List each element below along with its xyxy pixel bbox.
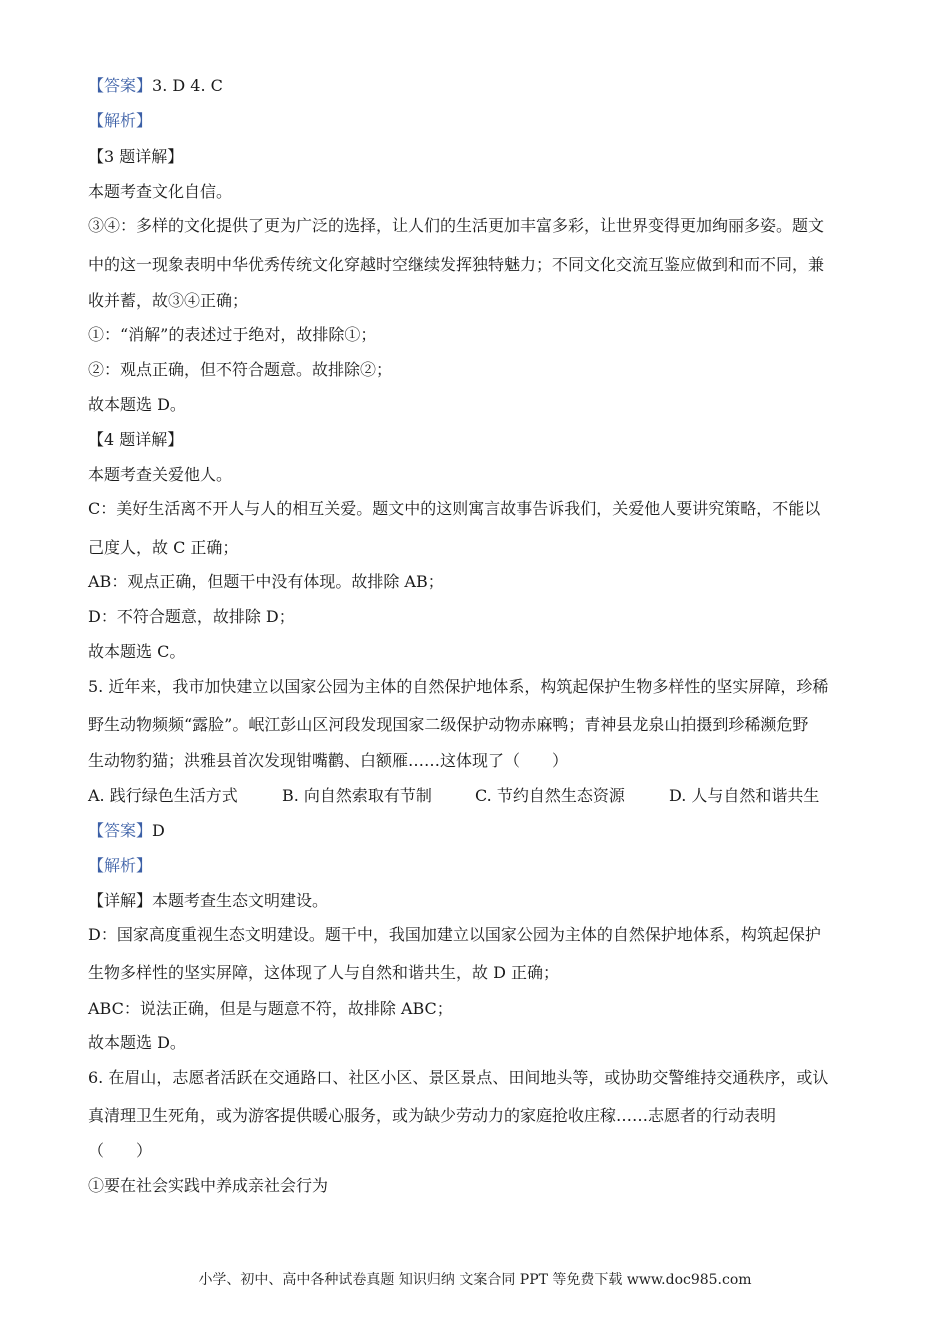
q6-stem-line: 6. 在眉山，志愿者活跃在交通路口、社区小区、景区景点、田间地头等，或协助交警维持交通秩序，或认: [88, 1068, 829, 1087]
q5-detail-line: D：国家高度重视生态文明建设。题干中，我国加建立以国家公园为主体的自然保护地体系，构筑起保护: [88, 925, 821, 944]
q6-item: ①要在社会实践中养成亲社会行为: [88, 1176, 329, 1195]
q5-stem-line: 野生动物频频“露脸”。岷江彭山区河段发现国家二级保护动物赤麻鸭；青神县龙泉山拍摄到珍稀濒危野: [88, 715, 809, 734]
q6-stem-line: 真清理卫生死角，或为游客提供暖心服务，或为缺少劳动力的家庭抢收庄稼……志愿者的行动表明: [88, 1106, 777, 1125]
q4-line: 己度人，故 C 正确；: [88, 538, 239, 557]
q4-detail-heading: 【4 题详解】: [88, 430, 184, 449]
q5-detail-line: ABC：说法正确，但是与题意不符，故排除 ABC；: [88, 999, 453, 1018]
q5-option-d: D. 人与自然和谐共生: [669, 786, 820, 805]
q3-line: ②：观点正确，但不符合题意。故排除②；: [88, 360, 393, 379]
q5-detail-line: [88, 891, 328, 911]
q5-option-b: B. 向自然索取有节制: [282, 786, 432, 805]
q4-line: AB：观点正确，但题干中没有体现。故排除 AB；: [88, 572, 444, 591]
q3-line: 收并蓄，故③④正确；: [88, 291, 249, 310]
q4-line: 故本题选 C。: [88, 642, 186, 661]
answer-line: [88, 76, 223, 96]
answer-text: D: [152, 821, 165, 840]
q4-line: D：不符合题意，故排除 D；: [88, 607, 295, 626]
q3-line: ③④：多样的文化提供了更为广泛的选择，让人们的生活更加丰富多彩，让世界变得更加绚丽多姿。题文: [88, 216, 825, 235]
q6-stem-line: （ ）: [88, 1141, 153, 1160]
q5-detail-text: 本题考查生态文明建设。: [152, 891, 329, 910]
footer: 小学、初中、高中各种试卷真题 知识归纳 文案合同 PPT 等免费下载 www.doc985.com: [198, 1272, 752, 1288]
answer-tag: 【答案】: [88, 76, 153, 95]
q3-line: 本题考查文化自信。: [88, 182, 233, 201]
q5-detail-line: 故本题选 D。: [88, 1033, 186, 1052]
q5-stem-line: 生动物豹猫；洪雅县首次发现钳嘴鹳、白额雁……这体现了（ ）: [88, 751, 569, 770]
q4-line: C：美好生活离不开人与人的相互关爱。题文中的这则寓言故事告诉我们，关爱他人要讲究策略，不能以: [88, 499, 821, 518]
analysis-tag: 【解析】: [88, 111, 153, 130]
q5-options: [88, 786, 848, 806]
answer-tag: 【答案】: [88, 821, 153, 840]
q5-stem-line: 5. 近年来，我市加快建立以国家公园为主体的自然保护地体系，构筑起保护生物多样性的坚实屏障，珍稀: [88, 677, 829, 696]
q3-line: 中的这一现象表明中华优秀传统文化穿越时空继续发挥独特魅力；不同文化交流互鉴应做到和而不同，兼: [88, 255, 825, 274]
analysis-tag: 【解析】: [88, 856, 153, 875]
q3-detail-heading: 【3 题详解】: [88, 147, 184, 166]
q5-detail-line: 生物多样性的坚实屏障，这体现了人与自然和谐共生，故 D 正确；: [88, 963, 560, 982]
q5-answer-line: [88, 821, 165, 841]
q5-option-a: A. 践行绿色生活方式: [88, 786, 238, 805]
q5-option-c: C. 节约自然生态资源: [475, 786, 625, 805]
answer-text: 3. D 4. C: [152, 76, 223, 95]
q3-line: ①：“消解”的表述过于绝对，故排除①；: [88, 325, 377, 344]
detail-tag: 【详解】: [88, 891, 153, 910]
q3-line: 故本题选 D。: [88, 395, 186, 414]
q4-line: 本题考查关爱他人。: [88, 465, 233, 484]
